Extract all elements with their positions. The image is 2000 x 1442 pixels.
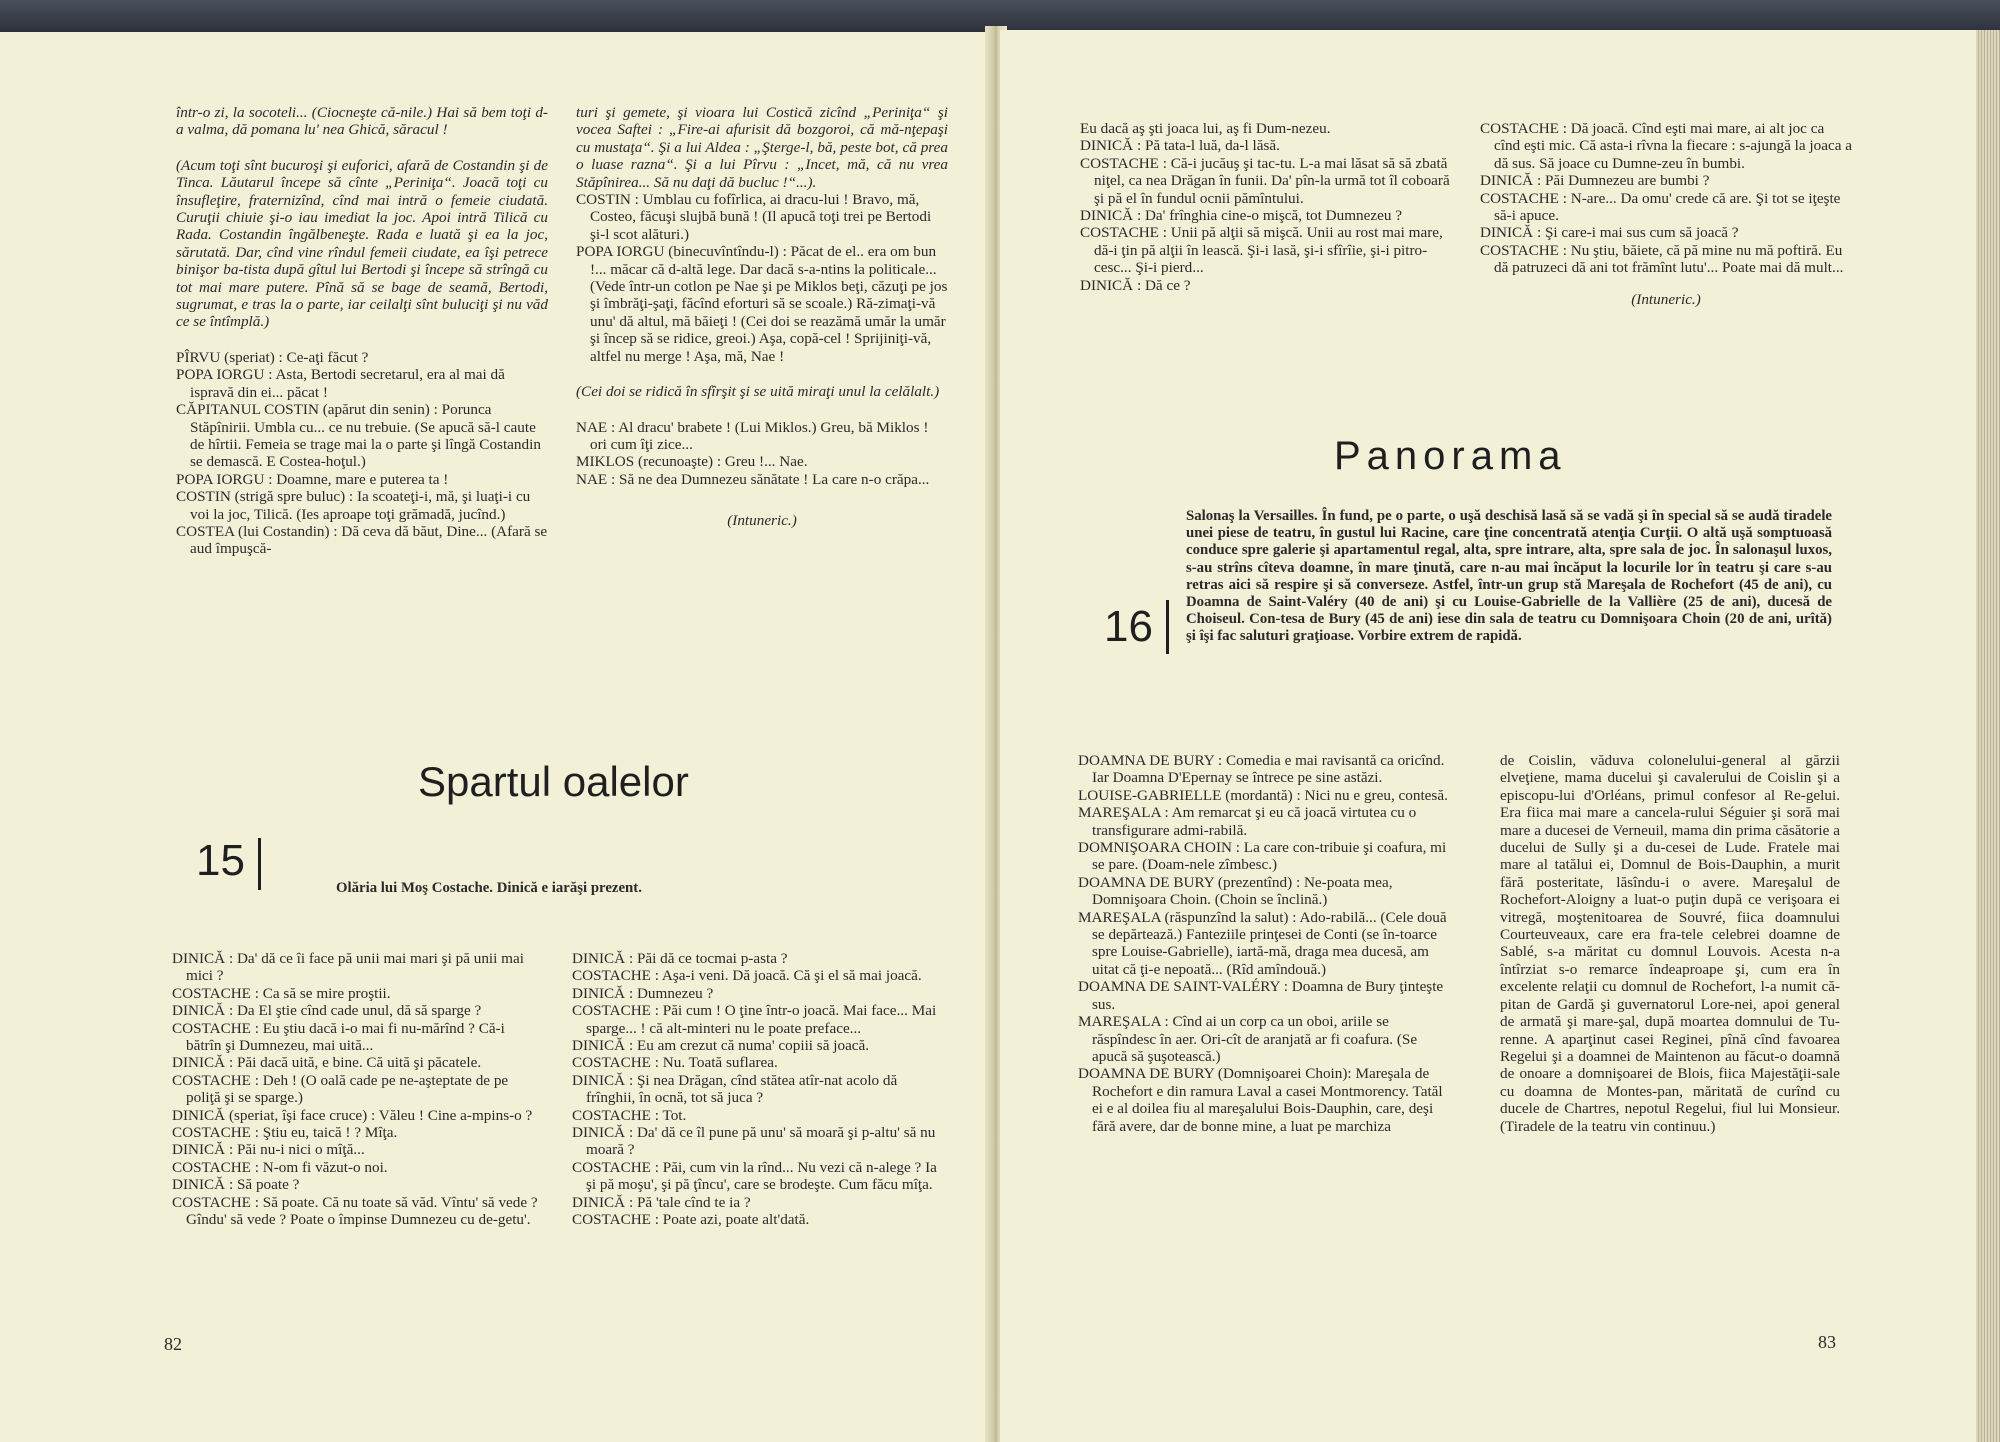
dialogue-line: COSTACHE : Nu ştiu, băiete, că pă mine nu mă poftiră. Eu dă patruzeci dă ani tot frămînt lutu'... Poate mai dă mult...: [1480, 241, 1844, 277]
scene-title: Panorama: [1334, 434, 1567, 478]
right-col-3: [1078, 752, 1450, 1135]
dialogue-line: COSTACHE : Păi, cum vin la rînd... Nu vezi că n-alege ? Ia şi pă moşu', şi pă ţîncu', care se brodeşte. Cum făcu mîţa.: [572, 1158, 937, 1194]
dialogue-line: COSTACHE : Păi cum ! O ţine într-o joacă. Mai face... Mai sparge... ! că alt-minteri nu le poate preface...: [572, 1002, 937, 1037]
dialogue-line: POPA IORGU (binecuvîntîndu-l) : Păcat de el.. era om bun !... măcar că d-altă lege. Dar dacă s-a-ntins la politicale... (Vede într-un cotlon pe Nae şi pe Miklos beţi, căzuţi pe jos şi îmbrăţi-şaţi, făcînd eforturi să se scoale.) Ră-zimaţi-vă unu' dă altul, mă băieţi ! (Cei doi se reazămă umăr la umăr şi încep să se ridice, greoi.) Aşa, copă-cel ! Sprijiniţi-vă, altfel nu merge ! Aşa, mă, Nae !: [576, 243, 948, 365]
dialogue-line: DINICĂ : Şi care-i mai sus cum să joacă ?: [1480, 224, 1739, 242]
scene-divider: [1166, 600, 1169, 654]
scene-description: Salonaş la Versailles. În fund, pe o parte, o uşă deschisă lasă să se vadă şi în special să se audă tiradele unei piese de teatru, în gustul lui Racine, care ţine concentrată atenţia Curţii. O altă uşă somptuoasă conduce spre galerie şi apartamentul regal, alta, spre intrare, alta, spre sala de joc. În salonaşul luxos, s-au strîns cîteva doamne, în mare ţinută, care n-au mai încăput la locurile lor în teatru şi care s-au retras aici să respire şi să converseze. Astfel, într-un grup stă Mareşala de Rochefort (45 de ani), cu Doamna de Saint-Valéry (40 de ani) şi cu Louise-Gabrielle de la Vallière (25 de ani), ducesă de Choiseul. Con-tesa de Bury (45 de ani) iese din sala de teatru cu Domnişoara Choin (20 de ani, urîtă) şi îşi fac saluturi graţioase. Vorbire extrem de rapidă.: [1186, 508, 1832, 645]
dialogue-line: COSTIN : Umblau cu fofîrlica, ai dracu-lui ! Bravo, mă, Costeo, făcuşi slujbă bună ! (Il apucă toţi trei pe Bertodi şi-l scot alături.): [576, 191, 932, 243]
dialogue-line: DINICĂ : Dumnezeu ?: [572, 984, 714, 1002]
right-page: [1000, 30, 1976, 1442]
dialogue-line: DINICĂ : Dă ce ?: [1080, 276, 1191, 294]
right-col-4: [1500, 752, 1840, 1135]
right-col-1: [1080, 120, 1452, 294]
dialogue-line: DOAMNA DE BURY : Comedia e mai ravisantă ca oricînd. Iar Doamna D'Epernay se întrece pe sine astăzi.: [1078, 752, 1445, 787]
dialogue-line: CĂPITANUL COSTIN (apărut din senin) : Porunca Stăpînirii. Umbla cu... ce nu trebuie. (Se apucă să-l caute de hîrtii. Femeia se trage mai la o parte şi lîngă Costandin se demască. E Costea-hoţul.): [176, 401, 541, 471]
dialogue-line: DOAMNA DE SAINT-VALÉRY : Doamna de Bury ţinteşte sus.: [1078, 978, 1444, 1013]
left-col1-dialogue: [176, 349, 548, 558]
dialogue-line: COSTACHE : N-are... Da omu' crede că are. Şi tot se iţeşte să-i apuce.: [1480, 189, 1841, 225]
dialogue-line: DOAMNA DE BURY (prezentînd) : Ne-poata mea, Domnişoara Choin. (Choin se înclină.): [1078, 873, 1393, 909]
dialogue-line: NAE : Al dracu' brabete ! (Lui Miklos.) Greu, bă Miklos ! ori cum îţi zice...: [576, 418, 929, 453]
dialogue-line: COSTACHE : Deh ! (O oală cade pe ne-aşteptate de pe poliţă şi se sparge.): [172, 1071, 509, 1107]
dialogue-line: DINICĂ : Să poate ?: [172, 1176, 300, 1194]
left-col2-stage: (Cei doi se ridică în sfîrşit şi se uită miraţi unul la celălalt.): [576, 383, 940, 401]
left-col1-stage: (Acum toţi sînt bucuroşi şi euforici, afară de Costandin şi de Tinca. Lăutarul începe să cînte „Periniţa“. Joacă toţi cu însufleţire, fraternizînd, cînd mai intră o femeie ciudată. Curuţii chiuie şi-o iau imediat la joc. Apoi intră Tilică cu Rada. Costandin îngălbeneşte. Rada e luată şi ea la joc, sărutată. Dar, cînd vine rîndul femeii ciudate, ea îşi petrece binişor ba-tista după gîtul lui Bertodi şi începe să strîngă cu tot mai mare putere. Pînă să se bage de seamă, Bertodi, sugrumat, e tras la o parte, iar ceilalţi sînt buluciţi şi nu văd ce se întîmplă.): [176, 156, 548, 331]
dialogue-line: DINICĂ : Păi nu-i nici o mîţă...: [172, 1141, 365, 1159]
dialogue-line: DINICĂ (speriat, îşi face cruce) : Văleu ! Cine a-mpins-o ?: [172, 1106, 533, 1124]
curtain-note: (Intuneric.): [1631, 290, 1701, 308]
dialogue-line: COSTACHE : N-om fi văzut-o noi.: [172, 1158, 388, 1176]
left-col2-para: turi şi gemete, şi vioara lui Costică zicînd „Periniţa“ şi vocea Saftei : „Fire-ai afurisit dă bozgoroi, că mă-nţepaşi cu mustaţa“. Şi a lui Aldea : „Şterge-l, bă, peste bot, că prea o luase razna“. Şi a lui Pîrvu : „Incet, mă, că nu vrea Stăpînirea... Să nu daţi dă bucluc !“...).: [576, 104, 948, 191]
left-col-1: [176, 104, 548, 558]
dialogue-line: POPA IORGU : Asta, Bertodi secretarul, era al mai dă ispravă din ei... păcat !: [176, 366, 505, 401]
dialogue-line: DOMNIŞOARA CHOIN : La care con-tribuie şi coafura, mi se pare. (Doam-nele zîmbesc.): [1078, 839, 1447, 874]
dialogue-line: DINICĂ : Da' dă ce îl pune pă unu' să moară şi p-altu' să nu moară ?: [572, 1124, 936, 1159]
curtain-note: (Intuneric.): [727, 512, 797, 530]
dialogue-line: COSTACHE : Să poate. Că nu toate să văd. Vîntu' să vede ? Gîndu' să vede ? Poate o împinse Dumnezeu cu de-getu'.: [172, 1193, 538, 1229]
dialogue-line: DINICĂ : Da El ştie cînd cade unul, dă să sparge ?: [172, 1002, 482, 1020]
scene-description: Olăria lui Moş Costache. Dinică e iarăşi prezent.: [336, 880, 642, 896]
dialogue-line: DINICĂ : Şi nea Drăgan, cînd stătea atîr-nat acolo dă frînghii, în ocnă, tot să juca ?: [572, 1071, 898, 1107]
dialogue-line: Eu dacă aş şti joaca lui, aş fi Dum-nezeu.: [1080, 120, 1331, 137]
page-number: 82: [164, 1334, 182, 1354]
dialogue-line: COSTACHE : Nu. Toată suflarea.: [572, 1054, 778, 1072]
dialogue-line: POPA IORGU : Doamne, mare e puterea ta !: [176, 470, 449, 488]
dialogue-line: COSTACHE : Tot.: [572, 1106, 687, 1124]
dialogue-line: COSTACHE : Ca să se mire proştii.: [172, 984, 391, 1002]
dialogue-line: DINICĂ : Păi dă ce tocmai p-asta ?: [572, 950, 788, 967]
dialogue-line: COSTACHE : Că-i jucăuş şi tac-tu. L-a mai lăsat să să zbată niţel, ca nea Drăgan în funii. Da' pîn-la urmă tot îl coboară şi pă el în fundul ocnii pămîntului.: [1080, 154, 1450, 207]
scene-title: Spartul oalelor: [418, 758, 689, 805]
dialogue-line: COSTACHE : Aşa-i veni. Dă joacă. Că şi el să mai joacă.: [572, 967, 922, 985]
dialogue-line: DINICĂ : Pă tata-l luă, da-l lăsă.: [1080, 137, 1280, 155]
dialogue-line: COSTACHE : Ştiu eu, taică ! ? Mîţa.: [172, 1124, 398, 1142]
right-col-2: [1480, 120, 1852, 308]
dialogue-line: COSTIN (strigă spre buluc) : Ia scoateţi-i, mă, şi luaţi-i cu voi la joc, Tilică. (Ies aproape toţi grămadă, jucînd.): [176, 488, 531, 523]
dialogue-line: DINICĂ : Pă 'tale cînd te ia ?: [572, 1193, 751, 1211]
dialogue-line: DINICĂ : Eu am crezut că numa' copiii să joacă.: [572, 1037, 870, 1055]
dialogue-line: DINICĂ : Da' frînghia cine-o mişcă, tot Dumnezeu ?: [1080, 207, 1402, 225]
dialogue-line: DOAMNA DE BURY (Domnişoarei Choin): Mareşala de Rochefort e din ramura Laval a casei Montmorency. Tatăl ei e al doilea fiu al mareşalului Bois-Dauphin, care, deşi fără avere, dar de bonne mine, a luat pe marchiza: [1078, 1065, 1443, 1135]
scene-number: 16: [1104, 602, 1153, 651]
dialogue-line: MAREŞALA : Am remarcat şi eu că joacă virtutea cu o transfigurare admi-rabilă.: [1078, 804, 1417, 839]
left-col-2: [576, 104, 948, 530]
scene-number: 15: [196, 836, 245, 885]
dialogue-line: NAE : Să ne dea Dumnezeu sănătate ! La care n-o crăpa...: [576, 470, 930, 488]
dialogue-line: COSTACHE : Poate azi, poate alt'dată.: [572, 1211, 810, 1229]
narrative-paragraph: de Coislin, văduva colonelului-general al gărzii elveţiene, mama ducelui şi cavalerului de Coislin şi a episcopu-lui d'Orléans, primul confesor al Re-gelui. Era fiica mai mare a cancela-rului Séguier şi soră mai mare a ducesei de Verneuil, mama din prima căsătorie a ducelui de Sully şi a du-cesei de Lude. Fratele mai mare al tatălui ei, Domnul de Bois-Dauphin, a murit fără posteritate, lăsîndu-i o avere. Mareşalul de Rochefort-Aloigny a luat-o puţin după ce verişoara ei vitregă, moştenitoarea de Souvré, fiica doamnului Courteuveaux, care era fra-tele celebrei doamne de Sablé, s-a măritat cu domnul Louvois. Acesta n-a întîrziat s-o remarce îndeaproape şi, cum era în excelente relaţii cu domnul de Rochefort, l-a numit că-pitan de Gardă şi guvernatorul Lore-nei, apoi general de armată şi mare-şal, după moartea domnului de Tu-renne. A aparţinut casei Reginei, pînă cînd favoarea Regelui şi a doamnei de Maintenon au făcut-o doamnă de onoare a domnişoarei de Blois, fiica Majestăţii-sale cu doamna de Montes-pan, măritată de curînd cu ducele de Chartres, nepotul Regelui, fiul lui Monsieur. (Tiradele de la teatru vin continuu.): [1500, 752, 1840, 1135]
left-col-3: [172, 950, 544, 1229]
dialogue-line: MIKLOS (recunoaşte) : Greu !... Nae.: [576, 453, 808, 471]
dialogue-line: DINICĂ : Păi Dumnezeu are bumbi ?: [1480, 172, 1710, 190]
page-number: 83: [1818, 1332, 1836, 1352]
dialogue-line: COSTACHE : Dă joacă. Cînd eşti mai mare, ai alt joc ca cînd eşti mic. Că asta-i rîvna la fiecare : s-ajungă la joaca a dă sus. Să joace cu Dumne-zeu în bumbi.: [1480, 120, 1853, 172]
dialogue-line: COSTACHE : Unii pă alţii să mişcă. Unii au rost mai mare, dă-i ţin pă alţii în lească. Şi-i lasă, şi-i sfîrîie, şi-i pitro-cesc... Şi-i pierd...: [1080, 224, 1443, 277]
page-edges: [1976, 30, 2000, 1442]
dialogue-line: DINICĂ : Da' dă ce îi face pă unii mai mari şi pă unii mai mici ?: [172, 950, 524, 985]
left-col-4: [572, 950, 944, 1229]
scene-divider: [258, 838, 261, 890]
dialogue-line: MAREŞALA : Cînd ai un corp ca un oboi, ariile se răspîndesc în aer. Ori-cît de aranjată ar fi coafura. (Se apucă să şuşotească.): [1078, 1013, 1418, 1065]
left-page: [0, 32, 990, 1442]
dialogue-line: COSTACHE : Eu ştiu dacă i-o mai fi nu-mărînd ? Că-i bătrîn şi Dumnezeu, mai uită...: [172, 1019, 505, 1055]
dialogue-line: PÎRVU (speriat) : Ce-aţi făcut ?: [176, 348, 369, 366]
left-col1-para: într-o zi, la socoteli... (Ciocneşte că-nile.) Hai să bem toţi d-a valma, dă pomana lu' nea Ghică, săracul !: [176, 104, 548, 139]
dialogue-line: DINICĂ : Păi dacă uită, e bine. Că uită şi păcatele.: [172, 1054, 482, 1072]
dialogue-line: LOUISE-GABRIELLE (mordantă) : Nici nu e greu, contesă.: [1078, 786, 1448, 804]
dialogue-line: MAREŞALA (răspunzînd la salut) : Ado-rabilă... (Cele două se depărtează.) Fanteziile prinţesei de Conti (se în-toarce spre Louise-Gabrielle), iartă-mă, draga mea ducesă, am uitat că ţi-e nepoată... (Rîd amîndouă.): [1078, 908, 1447, 978]
dialogue-line: COSTEA (lui Costandin) : Dă ceva dă băut, Dine... (Afară se aud împuşcă-: [176, 522, 548, 558]
